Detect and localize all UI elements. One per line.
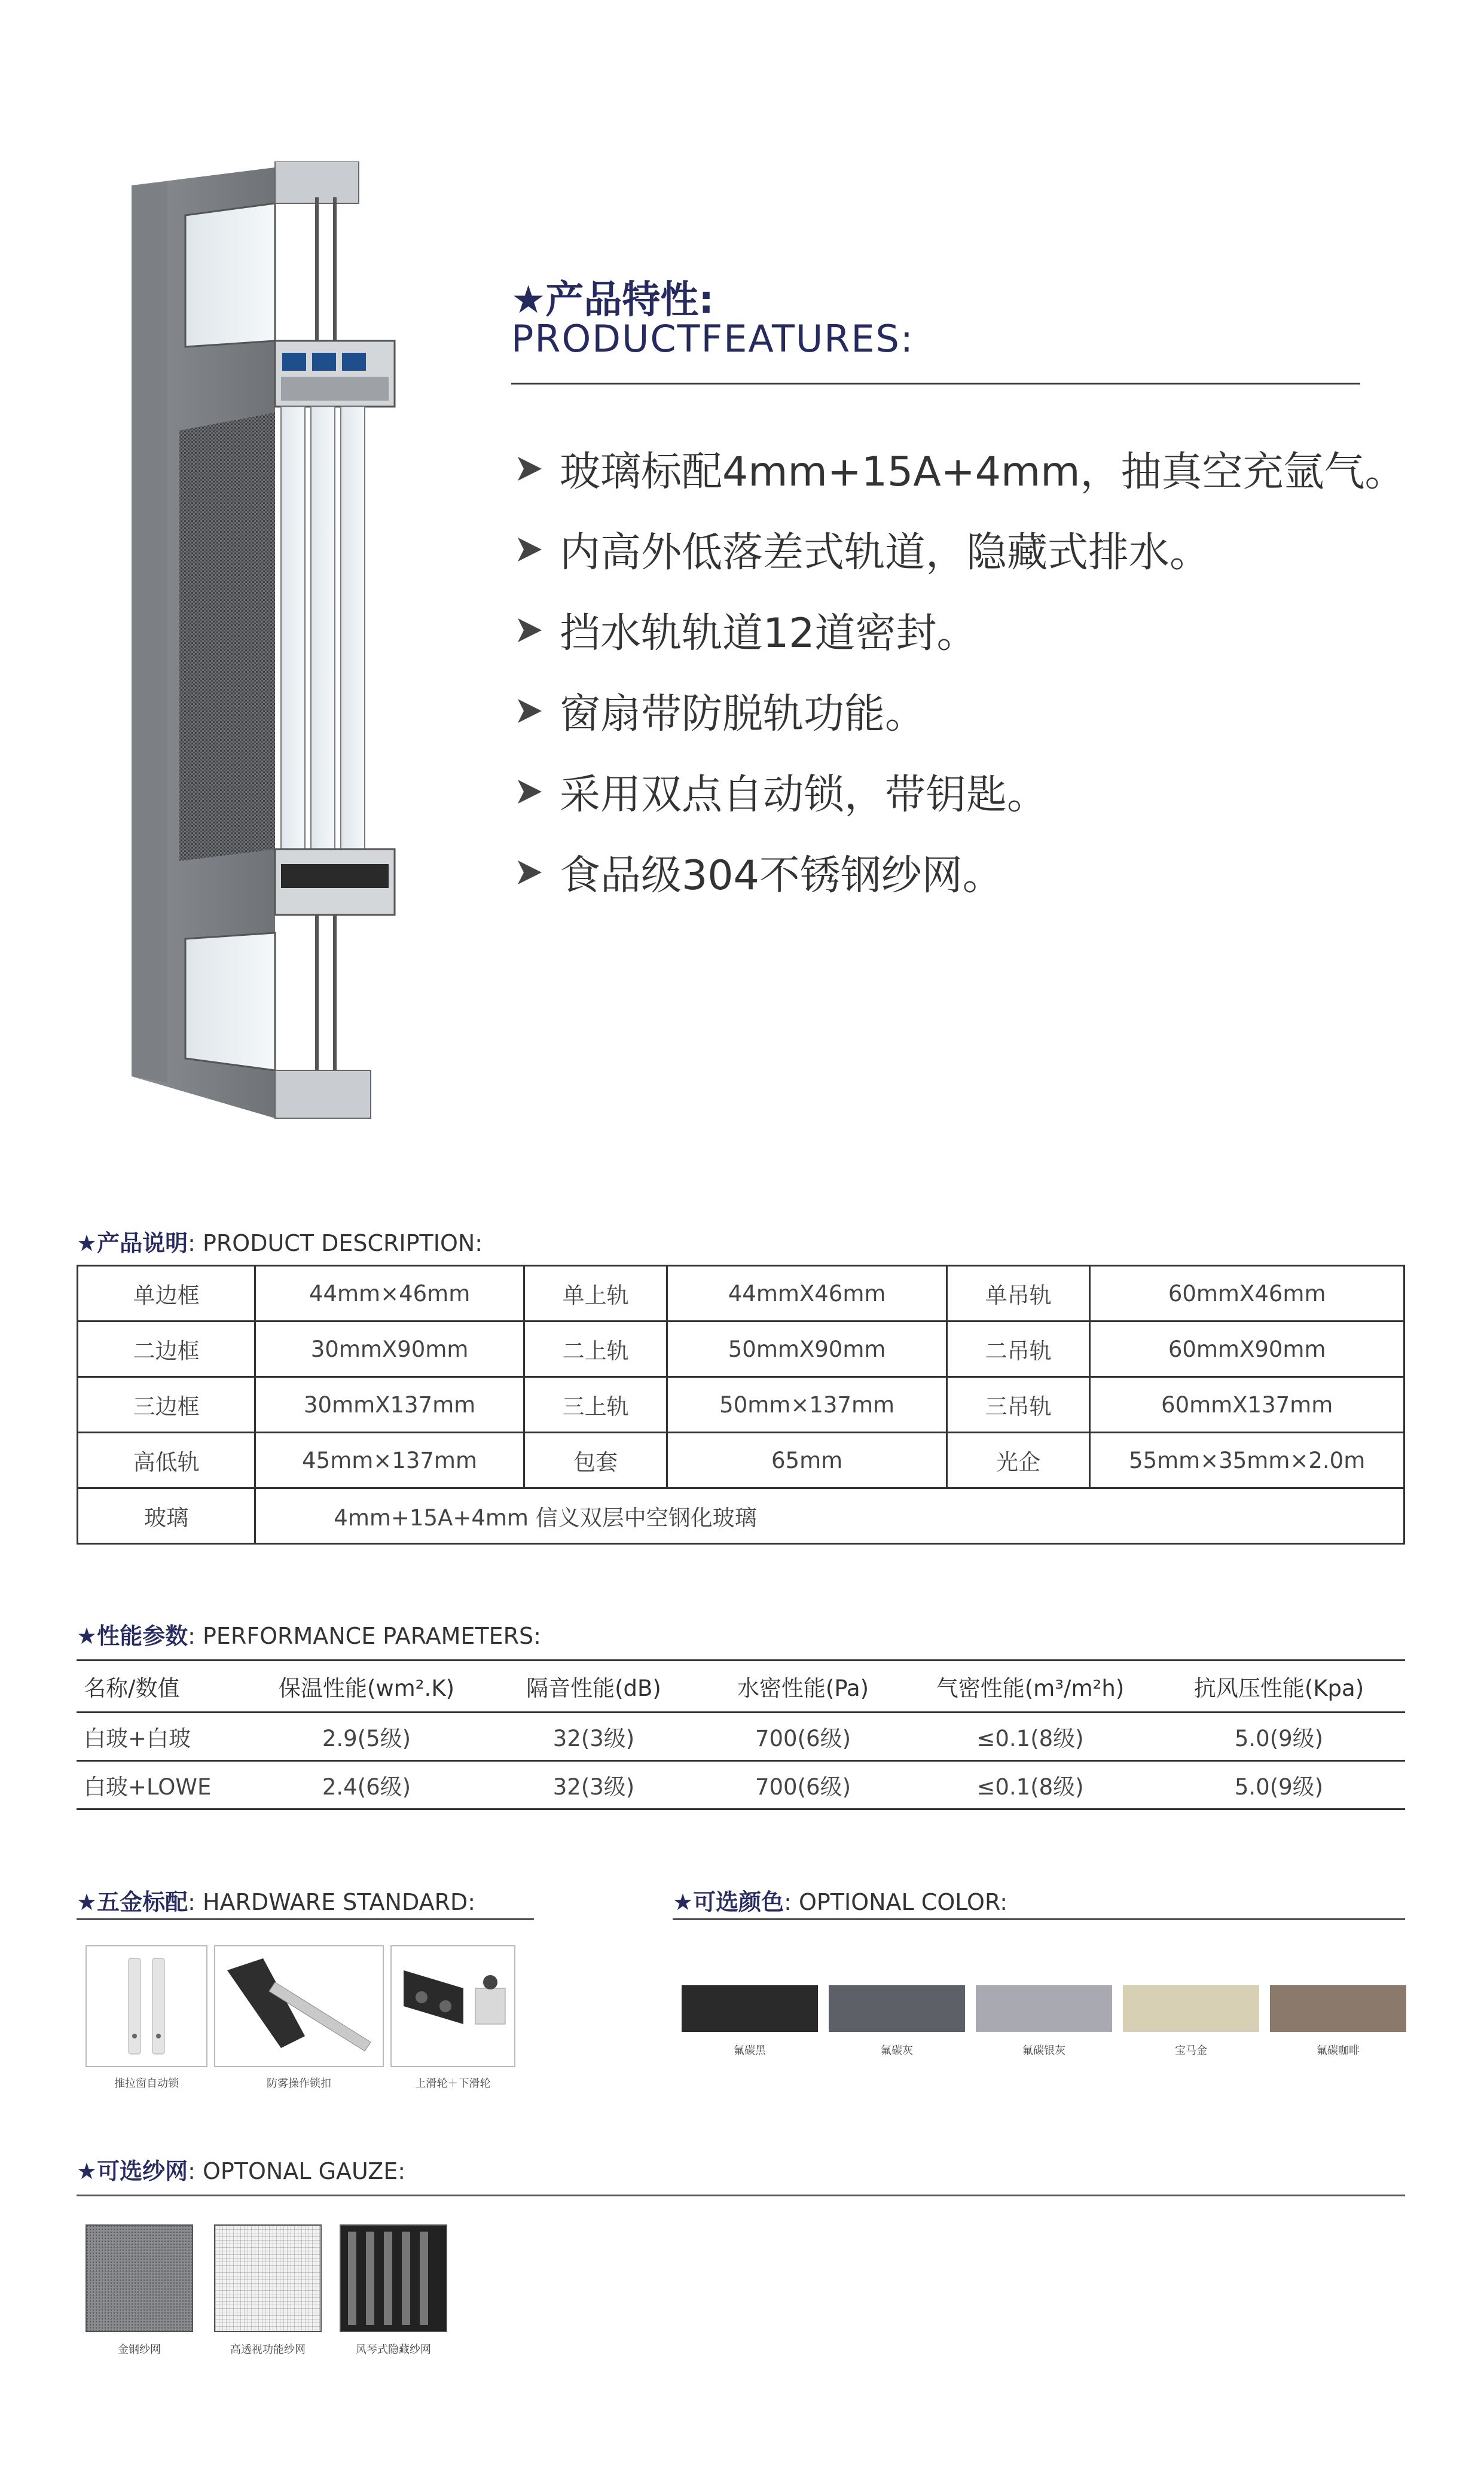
table-header: 保温性能(wm².K) <box>244 1661 489 1713</box>
table-row <box>78 1322 1404 1377</box>
features-title: ★产品特性: <box>511 278 714 322</box>
color-caption: 氟碳银灰 <box>1022 2044 1065 2057</box>
table-cell: 60mmX137mm <box>1090 1377 1404 1433</box>
feature-text: 挡水轨轨道12道密封。 <box>560 610 978 657</box>
table-cell: 三吊轨 <box>946 1377 1089 1433</box>
features-divider <box>511 383 1360 384</box>
table-cell: 单边框 <box>78 1266 255 1322</box>
gauze-high-transparency-icon <box>214 2224 322 2332</box>
hardware-caption: 防雾操作锁扣 <box>267 2077 331 2090</box>
lock-latch-icon <box>215 1946 383 2066</box>
gauze-divider <box>77 2195 1405 2196</box>
gauze-heading-en: : OPTONAL GAUZE: <box>188 2158 406 2184</box>
description-heading <box>77 1225 483 1258</box>
triangle-bullet-icon <box>514 857 545 888</box>
table-cell: 白玻+LOWE <box>77 1761 244 1809</box>
description-heading-cn: ★产品说明 <box>77 1230 188 1256</box>
color-caption: 宝马金 <box>1175 2044 1207 2057</box>
features-subtitle: PRODUCTFEATURES: <box>511 317 914 361</box>
table-cell: 2.9(5级) <box>244 1713 489 1761</box>
table-header: 隔音性能(dB) <box>489 1661 698 1713</box>
feature-item <box>514 843 1003 901</box>
window-profile-illustration <box>120 161 407 1130</box>
hardware-image-fog-lock <box>214 1945 384 2067</box>
color-divider <box>673 1918 1405 1920</box>
gauze-caption: 风琴式隐藏纱网 <box>356 2343 431 2356</box>
feature-text: 采用双点自动锁，带钥匙。 <box>560 771 1048 819</box>
hardware-caption: 推拉窗自动锁 <box>114 2077 179 2090</box>
table-cell: 5.0(9级) <box>1153 1713 1405 1761</box>
triangle-bullet-icon <box>514 453 545 484</box>
performance-heading <box>77 1618 541 1650</box>
feature-text: 内高外低落差式轨道，隐藏式排水。 <box>560 529 1211 576</box>
table-header: 水密性能(Pa) <box>698 1661 908 1713</box>
table-cell: ≤0.1(8级) <box>908 1761 1153 1809</box>
performance-table <box>77 1659 1405 1810</box>
table-cell: 单上轨 <box>524 1266 667 1322</box>
gauze-caption: 高透视功能纱网 <box>230 2343 306 2356</box>
hardware-heading-en: : HARDWARE STANDARD: <box>188 1889 476 1915</box>
color-caption: 氟碳灰 <box>881 2044 913 2057</box>
table-cell: 60mmX46mm <box>1090 1266 1404 1322</box>
auto-lock-icon <box>87 1946 206 2066</box>
feature-text: 玻璃标配4mm+15A+4mm，抽真空充氩气。 <box>560 448 1406 496</box>
color-heading-cn: ★可选颜色 <box>673 1889 784 1915</box>
feature-item <box>514 682 926 740</box>
triangle-bullet-icon <box>514 534 545 565</box>
feature-item <box>514 520 1210 578</box>
description-heading-en: : PRODUCT DESCRIPTION: <box>188 1230 483 1256</box>
triangle-bullet-icon <box>514 776 545 807</box>
table-cell: 二吊轨 <box>946 1322 1089 1377</box>
hardware-image-rollers <box>390 1945 515 2067</box>
table-header: 抗风压性能(Kpa) <box>1153 1661 1405 1713</box>
table-header: 气密性能(m³/m²h) <box>908 1661 1153 1713</box>
hardware-caption: 上滑轮＋下滑轮 <box>415 2077 491 2090</box>
table-cell: 包套 <box>524 1433 667 1488</box>
performance-heading-en: : PERFORMANCE PARAMETERS: <box>188 1623 541 1649</box>
color-heading-en: : OPTIONAL COLOR: <box>784 1889 1007 1915</box>
table-cell: 2.4(6级) <box>244 1761 489 1809</box>
table-cell: 高低轨 <box>78 1433 255 1488</box>
table-cell: 32(3级) <box>489 1713 698 1761</box>
table-cell: 44mmX46mm <box>667 1266 947 1322</box>
performance-heading-cn: ★性能参数 <box>77 1623 188 1649</box>
feature-item <box>514 440 1406 498</box>
description-table <box>77 1265 1405 1545</box>
table-cell: 30mmX137mm <box>255 1377 524 1433</box>
gauze-heading <box>77 2153 405 2186</box>
table-cell: 单吊轨 <box>946 1266 1089 1322</box>
table-row <box>77 1713 1405 1761</box>
table-cell: 5.0(9级) <box>1153 1761 1405 1809</box>
hardware-heading-cn: ★五金标配 <box>77 1889 188 1915</box>
feature-text: 窗扇带防脱轨功能。 <box>560 691 926 738</box>
table-row <box>78 1433 1404 1488</box>
feature-item <box>514 762 1048 820</box>
color-swatch-gray <box>829 1985 965 2032</box>
table-cell: 三边框 <box>78 1377 255 1433</box>
table-cell: 白玻+白玻 <box>77 1713 244 1761</box>
table-cell: 700(6级) <box>698 1713 908 1761</box>
hardware-divider <box>77 1918 534 1920</box>
gauze-steel-mesh-icon <box>86 2224 193 2332</box>
hardware-heading <box>77 1884 475 1916</box>
triangle-bullet-icon <box>514 695 545 727</box>
table-header: 名称/数值 <box>77 1661 244 1713</box>
table-cell: 三上轨 <box>524 1377 667 1433</box>
feature-item <box>514 601 978 659</box>
feature-text: 食品级304不锈钢纱网。 <box>560 852 1003 899</box>
table-cell: 二上轨 <box>524 1322 667 1377</box>
table-row <box>77 1761 1405 1809</box>
color-caption: 氟碳咖啡 <box>1317 2044 1360 2057</box>
table-cell: 30mmX90mm <box>255 1322 524 1377</box>
table-cell: 32(3级) <box>489 1761 698 1809</box>
table-cell: 44mm×46mm <box>255 1266 524 1322</box>
table-cell: ≤0.1(8级) <box>908 1713 1153 1761</box>
table-row <box>78 1488 1404 1544</box>
gauze-caption: 金钢纱网 <box>118 2343 161 2356</box>
triangle-bullet-icon <box>514 615 545 646</box>
table-cell: 玻璃 <box>78 1488 255 1544</box>
table-cell: 65mm <box>667 1433 947 1488</box>
gauze-pleated-hidden-icon <box>340 2224 447 2332</box>
color-heading <box>673 1884 1007 1916</box>
table-cell: 55mm×35mm×2.0m <box>1090 1433 1404 1488</box>
table-cell: 二边框 <box>78 1322 255 1377</box>
color-swatch-black <box>682 1985 818 2032</box>
color-swatch-champagne-gold <box>1123 1985 1259 2032</box>
color-swatch-coffee <box>1270 1985 1406 2032</box>
table-cell: 4mm+15A+4mm 信义双层中空钢化玻璃 <box>255 1488 1404 1544</box>
table-cell: 60mmX90mm <box>1090 1322 1404 1377</box>
table-cell: 50mm×137mm <box>667 1377 947 1433</box>
table-cell: 光企 <box>946 1433 1089 1488</box>
color-caption: 氟碳黑 <box>734 2044 766 2057</box>
hardware-image-auto-lock <box>86 1945 207 2067</box>
roller-icon <box>392 1946 514 2066</box>
table-cell: 700(6级) <box>698 1761 908 1809</box>
gauze-heading-cn: ★可选纱网 <box>77 2158 188 2184</box>
table-row <box>78 1266 1404 1322</box>
table-header-row <box>77 1661 1405 1713</box>
table-cell: 45mm×137mm <box>255 1433 524 1488</box>
table-cell: 50mmX90mm <box>667 1322 947 1377</box>
table-row <box>78 1377 1404 1433</box>
color-swatch-silver-gray <box>976 1985 1112 2032</box>
